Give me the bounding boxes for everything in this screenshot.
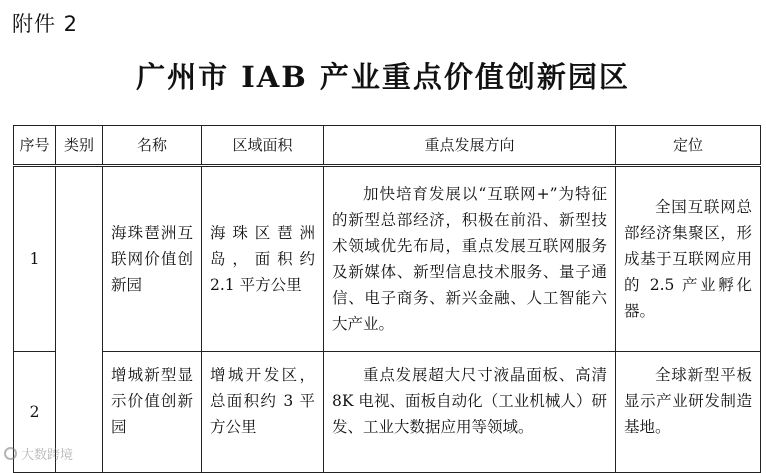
row-index: 2 (14, 352, 56, 473)
row-area: 增城开发区，总面积约 3 平方公里 (202, 352, 324, 473)
row-positioning: 全国互联网总部经济集聚区，形成基于互联网应用的 2.5 产业孵化器。 (616, 166, 761, 352)
table-row (14, 166, 761, 352)
header-positioning: 定位 (616, 126, 761, 166)
watermark-logo-icon (4, 447, 17, 460)
watermark (4, 444, 73, 463)
row-category (56, 166, 103, 473)
row-index: 1 (14, 166, 56, 352)
row-direction: 重点发展超大尺寸液晶面板、高清 8K 电视、面板自动化（工业机械人）研发、工业大数据应用等领域。 (324, 352, 616, 473)
parks-table (13, 125, 761, 473)
watermark-text: 大数跨境 (21, 448, 74, 463)
header-area: 区域面积 (202, 126, 324, 166)
table-header-row (14, 126, 761, 166)
attachment-label: 附件 2 (12, 12, 79, 36)
table-row (14, 352, 761, 473)
header-name: 名称 (103, 126, 202, 166)
row-direction: 加快培育发展以“互联网+”为特征的新型总部经济，积极在前沿、新型技术领域优先布局，重点发展互联网服务及新媒体、新型信息技术服务、量子通信、电子商务、新兴金融、人工智能六大产业。 (324, 166, 616, 352)
row-area: 海珠区琶洲岛，面积约 2.1 平方公里 (202, 166, 324, 352)
header-direction: 重点发展方向 (324, 126, 616, 166)
header-category: 类别 (56, 126, 103, 166)
document-title: 广州市 IAB 产业重点价值创新园区 (136, 60, 630, 94)
row-positioning: 全球新型平板显示产业研发制造基地。 (616, 352, 761, 473)
row-name: 增城新型显示价值创新园 (103, 352, 202, 473)
row-name: 海珠琶洲互联网价值创新园 (103, 166, 202, 352)
header-index: 序号 (14, 126, 56, 166)
